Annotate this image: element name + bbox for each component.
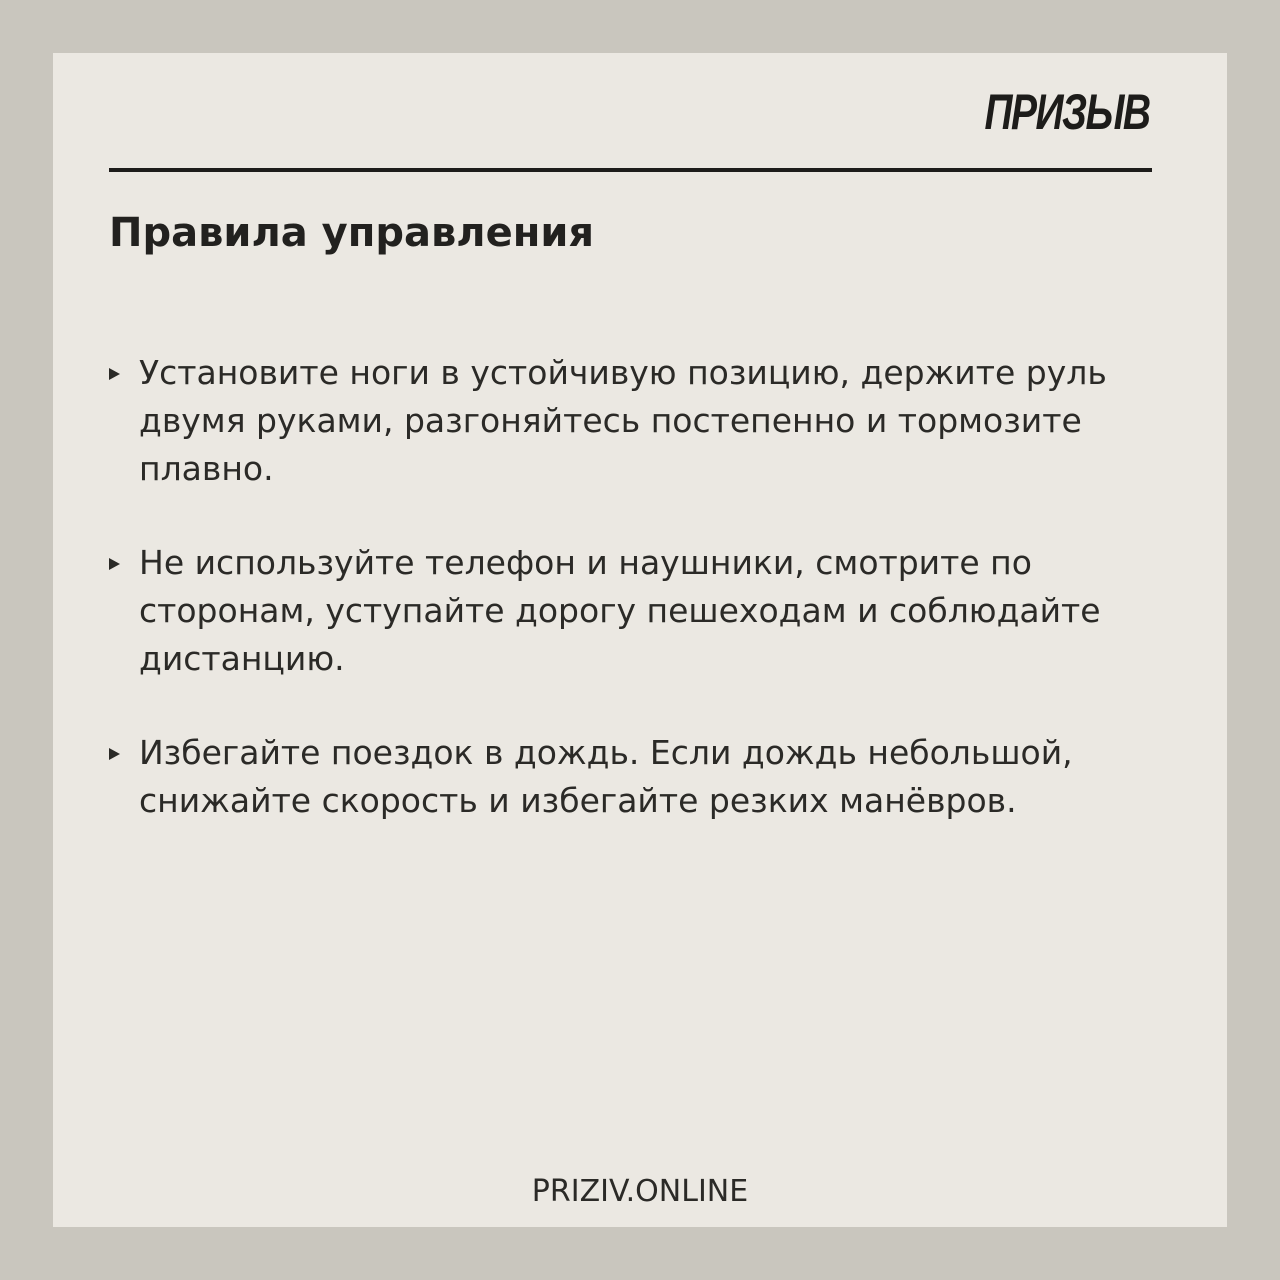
info-card [53, 53, 1227, 1227]
footer-website: PRIZIV.ONLINE [531, 1174, 749, 1209]
rule-item-text: Не используйте телефон и наушники, смотрите по сторонам, уступайте дорогу пешеходам и соблюдайте дистанцию. [139, 543, 1101, 678]
header-divider [109, 168, 1152, 172]
page-title: Правила управления [109, 210, 595, 256]
triangle-right-icon [109, 558, 120, 570]
rule-item-3 [109, 729, 1149, 825]
triangle-right-icon [109, 748, 120, 760]
rule-item-2 [109, 539, 1149, 683]
rule-item-text: Избегайте поездок в дождь. Если дождь небольшой, снижайте скорость и избегайте резких манёвров. [139, 733, 1073, 820]
rule-item-text: Установите ноги в устойчивую позицию, держите руль двумя руками, разгоняйтесь постепенно и тормозите плавно. [139, 353, 1107, 488]
rule-item-1 [109, 349, 1149, 493]
triangle-right-icon [109, 368, 120, 380]
brand-logo: ПРИЗЫВ [985, 84, 1150, 140]
rules-list [109, 349, 1149, 825]
